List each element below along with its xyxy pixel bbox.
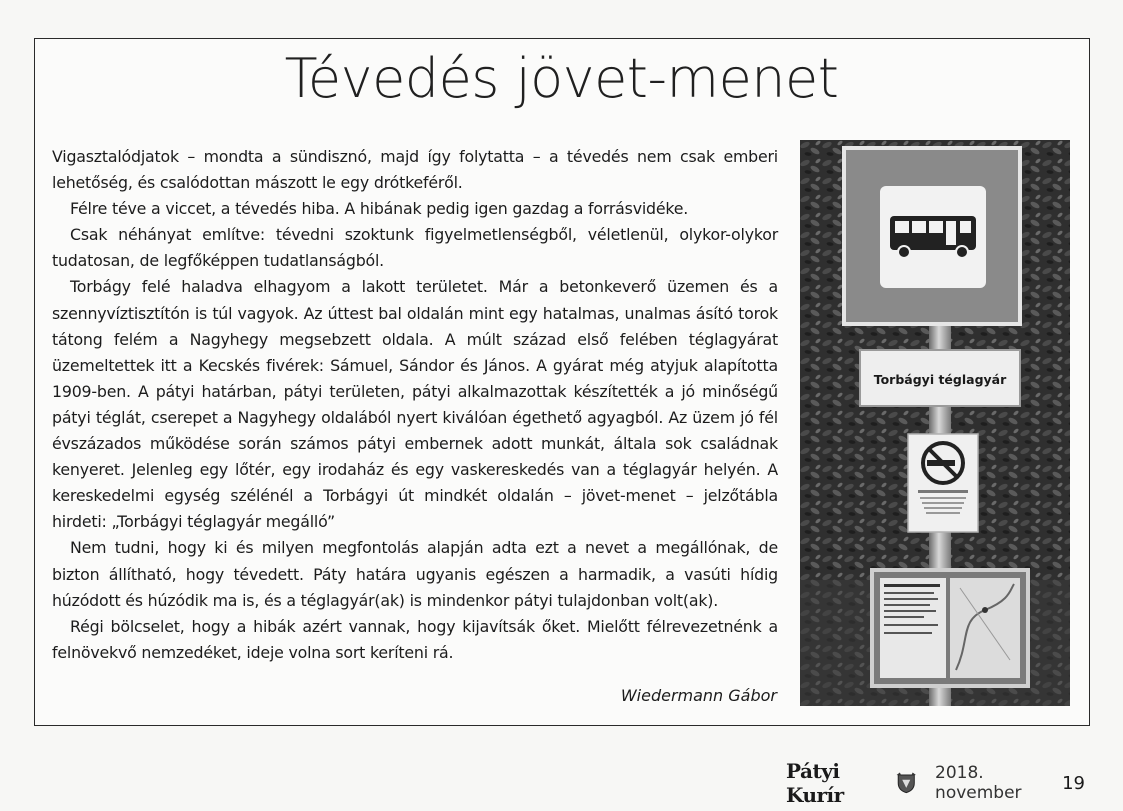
author-signature: Wiedermann Gábor [620, 686, 777, 705]
bus-stop-photo [800, 140, 1070, 706]
bus-stop-sign [844, 148, 1020, 324]
masthead: Pátyi Kurír [786, 759, 844, 807]
page-number: 19 [1062, 772, 1085, 794]
stop-name-plate [860, 350, 1020, 406]
issue-date: 2018. november [935, 763, 1022, 803]
paragraph: Régi bölcselet, hogy a hibák azért vannak, hogy kijavítsák őket. Mielőtt félrevezetnénk a felnövekvő nemzedéket, ideje volna sort keríteni rá. [52, 616, 778, 662]
no-smoking-icon [923, 443, 963, 483]
paragraph: Vigasztalódjatok – mondta a sündisznó, majd így folytatta – a tévedés nem csak emberi lehetőség, és csalódottan mászott le egy drótkeféről. [52, 147, 778, 193]
timetable-board [872, 570, 1028, 686]
paragraph: Torbágy felé haladva elhagyom a lakott területet. Már a betonkeverő üzemen és a szennyvíztisztítón is túl vagyok. Az úttest bal oldalán mint egy hatalmas, unalmas ásító torok tátong felém a Nagyhegy megsebzett oldala. A múlt század első felében téglagyárat üzemeltettek itt a Kecskés fivérek: Sámuel, Sándor és János. A gyárat még atyjuk alapította 1909-ben. A pátyi határban, pátyi területen, pátyi alkalmazottak készítették a jó minőségű pátyi téglát, cserepet a Nagyhegy oldalából nyert kiválóan égethető agyagból. Az üzem jó fél évszázados működése során számos pátyi embernek adott munkát, általa sok családnak kenyeret. Jelenleg egy lőtér, egy irodaház és egy vaskereskedés van a téglagyár helyén. A kereskedelmi egység szélénél a Torbágyi út mindkét oldalán – jövet-menet – jelzőtábla hirdeti: „Torbágyi téglagyár megálló” [52, 277, 778, 532]
coat-of-arms-icon [895, 770, 918, 796]
paragraph: Csak néhányat említve: tévedni szoktunk figyelmetlenségből, véletlenül, olykor-olykor tudatosan, de legfőképpen tudatlanságból. [52, 225, 778, 271]
page-footer [786, 759, 1089, 807]
no-smoking-sign [908, 434, 978, 532]
article-title: Tévedés jövet-menet [284, 47, 839, 110]
paragraph: Nem tudni, hogy ki és milyen megfontolás alapján adta ezt a nevet a megállónak, de bizton állítható, hogy tévedett. Páty határa ugyanis egészen a harmadik, a vasúti hídig húzódott és húzódik ma is, és a téglagyár(ak) is mindenkor pátyi tulajdonban volt(ak). [52, 538, 778, 610]
paragraph: Félre téve a viccet, a tévedés hiba. A hibának pedig igen gazdag a forrásvidéke. [70, 199, 689, 219]
stop-name-label: Torbágyi téglagyár [873, 372, 1007, 387]
article-body [52, 144, 778, 666]
photo-illustration [800, 140, 1070, 706]
